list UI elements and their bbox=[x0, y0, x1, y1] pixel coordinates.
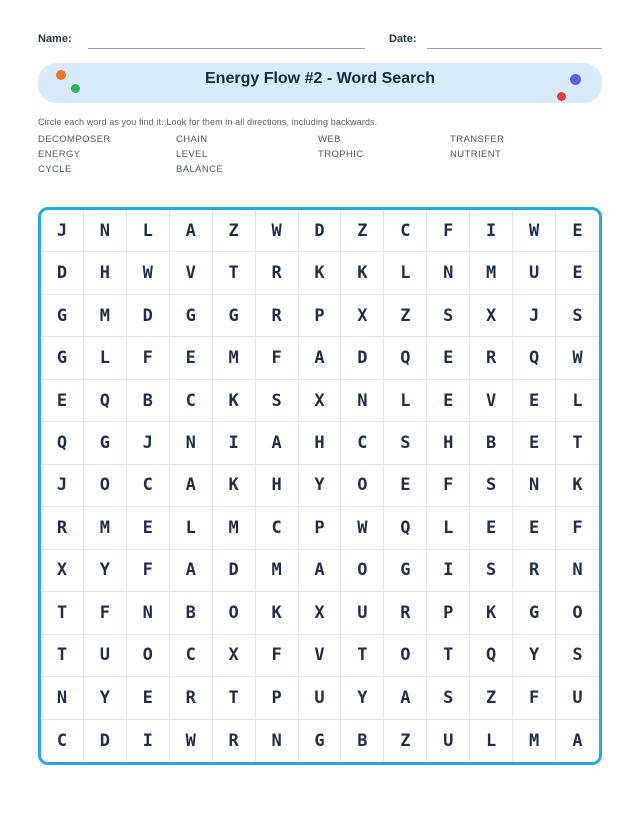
grid-cell[interactable]: A bbox=[572, 730, 583, 751]
grid-cell[interactable]: T bbox=[556, 422, 599, 464]
grid-cell[interactable]: S bbox=[256, 380, 299, 422]
grid-cell[interactable]: W bbox=[127, 252, 170, 294]
grid-cell[interactable]: F bbox=[427, 210, 470, 252]
indigo-dot-icon bbox=[570, 74, 581, 85]
grid-cell[interactable]: E bbox=[470, 507, 513, 549]
grid-cell[interactable]: H bbox=[299, 422, 342, 464]
grid-cell[interactable]: M bbox=[213, 507, 256, 549]
date-input-line[interactable] bbox=[427, 48, 602, 49]
grid-cell[interactable]: O bbox=[127, 635, 170, 677]
grid-cell[interactable]: L bbox=[84, 337, 127, 379]
grid-cell[interactable]: A bbox=[299, 337, 342, 379]
name-label: Name: bbox=[38, 33, 72, 45]
word-item: DECOMPOSER bbox=[38, 134, 111, 145]
grid-cell[interactable]: S bbox=[427, 295, 470, 337]
grid-cell[interactable]: T bbox=[213, 252, 256, 294]
grid-cell[interactable]: S bbox=[470, 550, 513, 592]
grid-cell[interactable]: R bbox=[170, 677, 213, 719]
grid-cell[interactable]: M bbox=[470, 252, 513, 294]
grid-cell[interactable]: C bbox=[170, 635, 213, 677]
word-item: BALANCE bbox=[176, 164, 224, 175]
grid-cell[interactable]: Z bbox=[384, 720, 427, 762]
name-input-line[interactable] bbox=[88, 48, 365, 49]
grid-cell[interactable]: D bbox=[213, 550, 256, 592]
grid-cell[interactable]: E bbox=[127, 677, 170, 719]
grid-cell[interactable]: O bbox=[341, 550, 384, 592]
grid-cell[interactable]: W bbox=[256, 210, 299, 252]
grid-cell[interactable]: U bbox=[299, 677, 342, 719]
grid-cell[interactable]: V bbox=[299, 635, 342, 677]
grid-cell[interactable]: A bbox=[299, 550, 342, 592]
grid-cell[interactable]: E bbox=[513, 380, 556, 422]
word-item: CHAIN bbox=[176, 134, 208, 145]
word-list bbox=[38, 132, 602, 177]
grid-cell[interactable]: K bbox=[470, 592, 513, 634]
grid-cell[interactable]: I bbox=[127, 720, 170, 762]
grid-cell[interactable]: U bbox=[341, 592, 384, 634]
grid-cell[interactable]: V bbox=[170, 252, 213, 294]
grid-cell[interactable]: M bbox=[256, 550, 299, 592]
grid-cell[interactable]: U bbox=[427, 720, 470, 762]
grid-cell[interactable]: C bbox=[170, 380, 213, 422]
grid-cell[interactable]: E bbox=[170, 337, 213, 379]
page-title: Energy Flow #2 - Word Search bbox=[205, 70, 435, 87]
grid-cell[interactable]: R bbox=[384, 592, 427, 634]
grid-cell[interactable]: S bbox=[384, 422, 427, 464]
title-banner bbox=[38, 63, 602, 103]
grid-cell[interactable]: Q bbox=[513, 337, 556, 379]
grid-cell[interactable]: Q bbox=[384, 337, 427, 379]
grid-cell[interactable]: E bbox=[384, 465, 427, 507]
grid-cell[interactable]: K bbox=[213, 465, 256, 507]
date-label: Date: bbox=[389, 33, 417, 45]
grid-cell[interactable]: C bbox=[256, 507, 299, 549]
grid-cell[interactable]: K bbox=[256, 592, 299, 634]
grid-cell[interactable]: C bbox=[384, 210, 427, 252]
grid-cell[interactable]: Y bbox=[299, 465, 342, 507]
grid-cell[interactable]: G bbox=[170, 295, 213, 337]
grid-cell[interactable]: Z bbox=[341, 210, 384, 252]
grid-cell[interactable]: X bbox=[299, 380, 342, 422]
grid-cell[interactable]: I bbox=[427, 550, 470, 592]
grid-cell[interactable]: L bbox=[470, 720, 513, 762]
grid-cell[interactable]: R bbox=[41, 507, 84, 549]
grid-cell[interactable]: D bbox=[41, 252, 84, 294]
grid-cell[interactable]: D bbox=[299, 210, 342, 252]
grid-cell[interactable]: K bbox=[299, 252, 342, 294]
red-dot-icon bbox=[557, 92, 566, 101]
grid-cell[interactable]: S bbox=[556, 635, 599, 677]
grid-cell[interactable]: C bbox=[341, 422, 384, 464]
grid-cell[interactable]: N bbox=[41, 677, 84, 719]
grid-cell[interactable]: W bbox=[556, 337, 599, 379]
grid-cell[interactable]: F bbox=[513, 677, 556, 719]
grid-cell[interactable]: G bbox=[213, 295, 256, 337]
grid-cell[interactable]: I bbox=[213, 422, 256, 464]
grid-cell[interactable]: H bbox=[427, 422, 470, 464]
instructions-text: Circle each word as you find it. Look for them in all directions, including backwards. bbox=[38, 117, 378, 127]
grid-cell[interactable]: E bbox=[427, 337, 470, 379]
grid-cell[interactable]: O bbox=[84, 465, 127, 507]
grid-cell[interactable]: E bbox=[41, 380, 84, 422]
grid-cell[interactable]: M bbox=[84, 295, 127, 337]
grid-cell[interactable]: T bbox=[427, 635, 470, 677]
grid-cell[interactable]: O bbox=[384, 635, 427, 677]
grid-cell[interactable]: T bbox=[41, 635, 84, 677]
grid-cell[interactable]: E bbox=[513, 422, 556, 464]
grid-cell[interactable]: Y bbox=[84, 550, 127, 592]
grid-cell[interactable]: W bbox=[341, 507, 384, 549]
grid-cell[interactable]: D bbox=[341, 337, 384, 379]
grid-cell[interactable]: I bbox=[470, 210, 513, 252]
grid-cell[interactable]: A bbox=[170, 210, 213, 252]
grid-cell[interactable]: H bbox=[256, 465, 299, 507]
grid-cell[interactable]: Z bbox=[213, 210, 256, 252]
word-list-column bbox=[176, 132, 318, 177]
grid-cell[interactable]: B bbox=[127, 380, 170, 422]
word-list-column bbox=[38, 132, 176, 177]
grid-cell[interactable]: U bbox=[84, 635, 127, 677]
grid-cell[interactable]: R bbox=[256, 252, 299, 294]
grid-cell[interactable]: J bbox=[41, 465, 84, 507]
grid-cell[interactable]: G bbox=[299, 720, 342, 762]
grid-cell[interactable]: E bbox=[513, 507, 556, 549]
grid-cell[interactable]: X bbox=[299, 592, 342, 634]
grid-cell[interactable]: T bbox=[213, 677, 256, 719]
grid-cell[interactable]: F bbox=[256, 337, 299, 379]
grid-cell[interactable]: N bbox=[256, 720, 299, 762]
grid-cell[interactable]: M bbox=[84, 507, 127, 549]
grid-cell[interactable]: D bbox=[127, 295, 170, 337]
word-list-column bbox=[318, 132, 450, 177]
grid-cell[interactable]: Q bbox=[41, 422, 84, 464]
grid-cell[interactable]: V bbox=[470, 380, 513, 422]
grid-cell[interactable]: Q bbox=[84, 380, 127, 422]
grid-cell[interactable]: M bbox=[213, 337, 256, 379]
grid-cell[interactable]: Q bbox=[470, 635, 513, 677]
word-list-column bbox=[450, 132, 602, 177]
grid-cell[interactable]: K bbox=[213, 380, 256, 422]
grid-cell[interactable]: N bbox=[556, 550, 599, 592]
grid-cell[interactable]: K bbox=[341, 252, 384, 294]
grid-cell[interactable]: Q bbox=[384, 507, 427, 549]
grid-cell[interactable]: S bbox=[470, 465, 513, 507]
grid-cell[interactable]: A bbox=[256, 422, 299, 464]
grid-cell[interactable]: B bbox=[470, 422, 513, 464]
word-item: TROPHIC bbox=[318, 149, 364, 160]
word-item: ENERGY bbox=[38, 149, 81, 160]
grid-cell[interactable]: K bbox=[556, 465, 599, 507]
grid-cell[interactable]: X bbox=[41, 550, 84, 592]
grid-cell[interactable]: L bbox=[556, 380, 599, 422]
grid-cell[interactable]: F bbox=[427, 465, 470, 507]
grid-cell[interactable]: X bbox=[213, 635, 256, 677]
grid-cell[interactable]: P bbox=[256, 677, 299, 719]
grid-cell[interactable]: N bbox=[513, 465, 556, 507]
grid-cell[interactable]: G bbox=[513, 592, 556, 634]
grid-cell[interactable]: F bbox=[556, 507, 599, 549]
grid-cell[interactable]: N bbox=[170, 422, 213, 464]
grid-cell[interactable]: E bbox=[427, 380, 470, 422]
grid-cell[interactable]: T bbox=[41, 592, 84, 634]
grid-cell[interactable]: A bbox=[170, 465, 213, 507]
grid-cell[interactable]: F bbox=[127, 550, 170, 592]
grid-cell[interactable]: E bbox=[127, 507, 170, 549]
orange-dot-icon bbox=[56, 70, 66, 80]
grid-cell[interactable]: A bbox=[384, 677, 427, 719]
grid-cell[interactable]: S bbox=[556, 295, 599, 337]
grid-cell[interactable]: M bbox=[513, 720, 556, 762]
grid-cell[interactable]: J bbox=[41, 210, 84, 252]
grid-cell[interactable]: W bbox=[170, 720, 213, 762]
grid-cell[interactable]: Z bbox=[384, 295, 427, 337]
grid-cell[interactable]: Y bbox=[341, 677, 384, 719]
grid-cell[interactable]: N bbox=[341, 380, 384, 422]
word-item: NUTRIENT bbox=[450, 149, 502, 160]
grid-cell[interactable]: P bbox=[299, 507, 342, 549]
grid-cell[interactable]: E bbox=[556, 252, 599, 294]
grid-cell[interactable]: B bbox=[170, 592, 213, 634]
grid-cell[interactable]: L bbox=[127, 210, 170, 252]
grid-cell[interactable]: X bbox=[470, 295, 513, 337]
grid-cell[interactable]: C bbox=[127, 465, 170, 507]
grid-cell[interactable]: Y bbox=[513, 635, 556, 677]
grid-cell[interactable]: W bbox=[513, 210, 556, 252]
grid-cell[interactable]: F bbox=[84, 592, 127, 634]
grid-cell[interactable]: N bbox=[127, 592, 170, 634]
grid-cell[interactable]: P bbox=[427, 592, 470, 634]
grid-cell[interactable]: X bbox=[341, 295, 384, 337]
grid-cell[interactable]: C bbox=[41, 720, 84, 762]
word-item: TRANSFER bbox=[450, 134, 505, 145]
grid-cell[interactable]: G bbox=[41, 295, 84, 337]
grid-cell[interactable]: D bbox=[84, 720, 127, 762]
grid-cell[interactable]: L bbox=[427, 507, 470, 549]
name-date-bar bbox=[38, 33, 602, 51]
grid-cell[interactable]: T bbox=[341, 635, 384, 677]
grid-cell[interactable]: J bbox=[513, 295, 556, 337]
grid-cell[interactable]: Z bbox=[470, 677, 513, 719]
grid-cell[interactable]: S bbox=[427, 677, 470, 719]
green-dot-icon bbox=[71, 84, 80, 93]
grid-cell[interactable]: R bbox=[256, 295, 299, 337]
grid-cell[interactable]: O bbox=[213, 592, 256, 634]
grid-cell[interactable]: O bbox=[556, 592, 599, 634]
grid-cell[interactable]: H bbox=[84, 252, 127, 294]
grid-cell[interactable]: L bbox=[170, 507, 213, 549]
grid-cell[interactable]: L bbox=[384, 252, 427, 294]
grid-cell[interactable]: U bbox=[513, 252, 556, 294]
grid-cell[interactable]: R bbox=[470, 337, 513, 379]
grid-cell[interactable]: A bbox=[170, 550, 213, 592]
word-item: WEB bbox=[318, 134, 341, 145]
grid-cell[interactable]: J bbox=[127, 422, 170, 464]
grid-cell[interactable]: O bbox=[341, 465, 384, 507]
grid-cell[interactable]: E bbox=[556, 210, 599, 252]
grid-cell[interactable]: F bbox=[256, 635, 299, 677]
word-item: LEVEL bbox=[176, 149, 208, 160]
grid-cell[interactable]: P bbox=[299, 295, 342, 337]
grid-cell[interactable]: N bbox=[427, 252, 470, 294]
grid-cell[interactable]: U bbox=[556, 677, 599, 719]
grid-cell[interactable]: L bbox=[384, 380, 427, 422]
grid-cell[interactable]: B bbox=[341, 720, 384, 762]
grid-cell[interactable]: R bbox=[513, 550, 556, 592]
grid-cell[interactable]: F bbox=[127, 337, 170, 379]
word-item: CYCLE bbox=[38, 164, 72, 175]
grid-cell[interactable]: N bbox=[84, 210, 127, 252]
grid-cell[interactable]: G bbox=[41, 337, 84, 379]
grid-cell[interactable]: G bbox=[84, 422, 127, 464]
grid-cell[interactable]: G bbox=[384, 550, 427, 592]
word-search-grid bbox=[38, 207, 602, 765]
grid-cell[interactable]: R bbox=[213, 720, 256, 762]
grid-cell[interactable]: Y bbox=[84, 677, 127, 719]
